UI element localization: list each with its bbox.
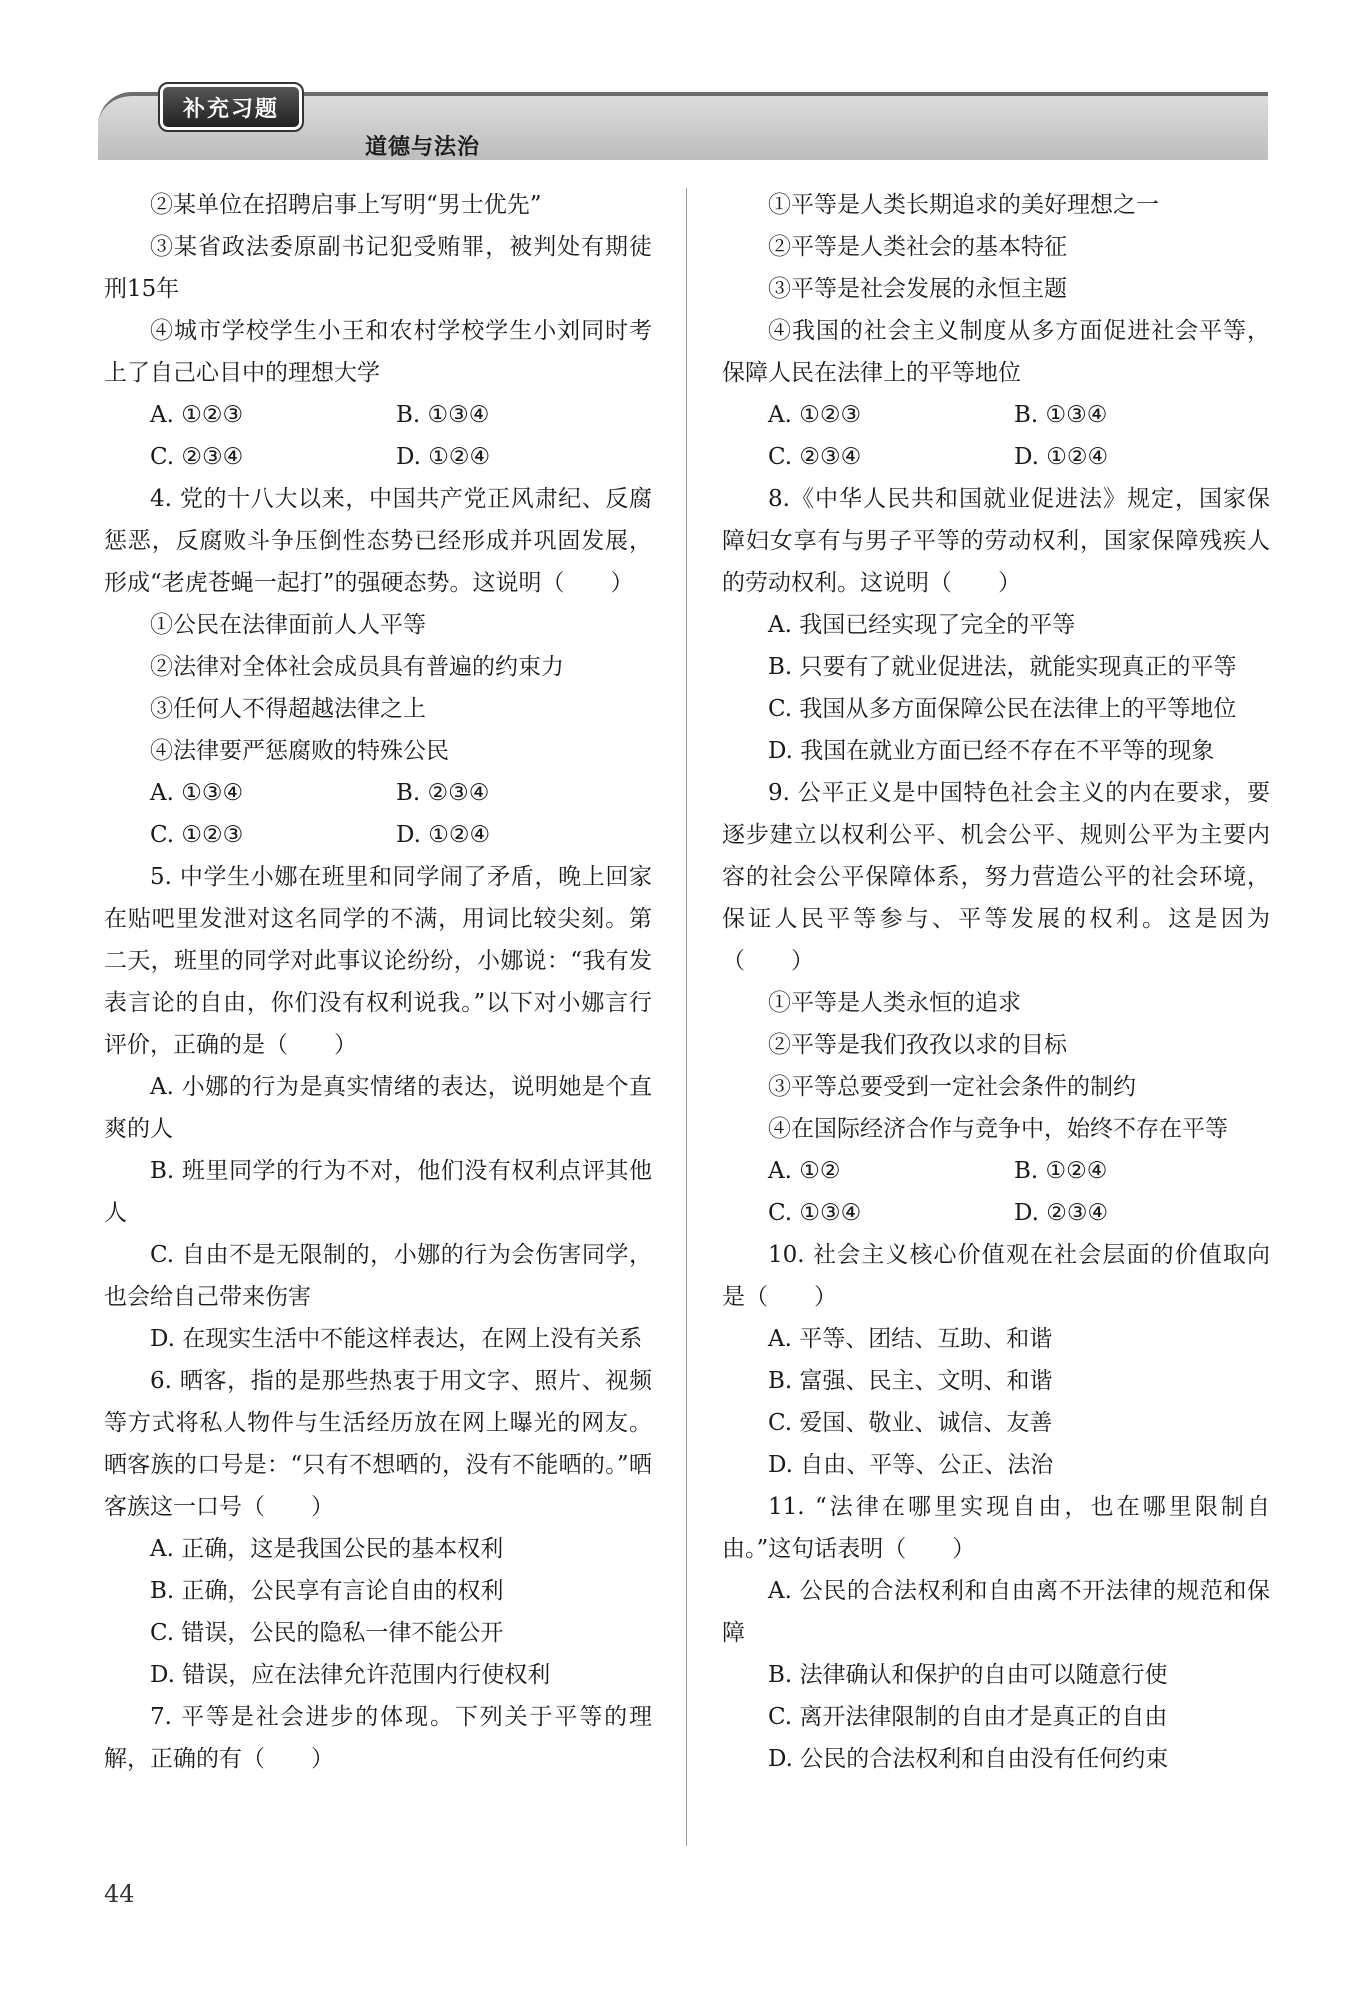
- options-row: [104, 436, 652, 478]
- text-paragraph: D. 公民的合法权利和自由没有任何约束: [768, 1746, 1169, 1772]
- text-paragraph: C. 我国从多方面保障公民在法律上的平等地位: [768, 696, 1237, 722]
- text-paragraph: 10. 社会主义核心价值观在社会层面的价值取向是（ ）: [722, 1242, 1270, 1310]
- text-paragraph: A. 小娜的行为是真实情绪的表达，说明她是个直爽的人: [104, 1074, 652, 1142]
- text-paragraph: ①公民在法律面前人人平等: [150, 612, 426, 638]
- options-row: [104, 772, 652, 814]
- text-paragraph: 11. “法律在哪里实现自由，也在哪里限制自由。”这句话表明（ ）: [722, 1494, 1270, 1562]
- option-text: D. ①②④: [1014, 444, 1109, 470]
- text-paragraph: ①平等是人类永恒的追求: [768, 990, 1021, 1016]
- text-paragraph: ①平等是人类长期追求的美好理想之一: [768, 192, 1159, 218]
- option-text: C. ②③④: [768, 444, 862, 470]
- text-paragraph: B. 只要有了就业促进法，就能实现真正的平等: [768, 654, 1237, 680]
- text-paragraph: B. 正确，公民享有言论自由的权利: [150, 1578, 504, 1604]
- text-paragraph: ④在国际经济合作与竞争中，始终不存在平等: [768, 1116, 1228, 1142]
- text-paragraph: B. 法律确认和保护的自由可以随意行使: [768, 1662, 1168, 1688]
- text-paragraph: ②平等是我们孜孜以求的目标: [768, 1032, 1067, 1058]
- options-row: [104, 814, 652, 856]
- options-row: [722, 1192, 1270, 1234]
- text-paragraph: B. 班里同学的行为不对，他们没有权利点评其他人: [104, 1158, 652, 1226]
- text-paragraph: A. 正确，这是我国公民的基本权利: [150, 1536, 504, 1562]
- page-number: 44: [104, 1880, 135, 1908]
- subject-title: 道德与法治: [365, 135, 481, 160]
- text-paragraph: D. 错误，应在法律允许范围内行使权利: [150, 1662, 551, 1688]
- option-text: B. ②③④: [396, 780, 490, 806]
- text-paragraph: ②法律对全体社会成员具有普遍的约束力: [150, 654, 564, 680]
- text-paragraph: C. 自由不是无限制的，小娜的行为会伤害同学，也会给自己带来伤害: [104, 1242, 652, 1310]
- option-text: A. ①②③: [150, 402, 244, 428]
- options-row: [722, 436, 1270, 478]
- text-paragraph: ③平等是社会发展的永恒主题: [768, 276, 1067, 302]
- text-paragraph: ④我国的社会主义制度从多方面促进社会平等，保障人民在法律上的平等地位: [722, 318, 1270, 386]
- column-divider: [686, 188, 687, 1846]
- text-paragraph: ③某省政法委原副书记犯受贿罪，被判处有期徒刑15年: [104, 234, 652, 302]
- text-paragraph: ②平等是人类社会的基本特征: [768, 234, 1067, 260]
- text-paragraph: A. 平等、团结、互助、和谐: [768, 1326, 1053, 1352]
- option-text: A. ①②: [768, 1158, 841, 1184]
- text-paragraph: C. 离开法律限制的自由才是真正的自由: [768, 1704, 1168, 1730]
- text-paragraph: 4. 党的十八大以来，中国共产党正风肃纪、反腐惩恶，反腐败斗争压倒性态势已经形成并巩固发展，形成“老虎苍蝇一起打”的强硬态势。这说明（ ）: [104, 486, 652, 596]
- option-text: B. ①③④: [1014, 402, 1108, 428]
- text-paragraph: A. 我国已经实现了完全的平等: [768, 612, 1076, 638]
- options-row: [722, 1150, 1270, 1192]
- text-paragraph: C. 错误，公民的隐私一律不能公开: [150, 1620, 504, 1646]
- section-tab: 补充习题: [160, 84, 302, 130]
- option-text: C. ②③④: [150, 444, 244, 470]
- right-column: [722, 184, 1270, 1780]
- option-text: B. ①②④: [1014, 1158, 1108, 1184]
- left-column: [104, 184, 652, 1780]
- text-paragraph: C. 爱国、敬业、诚信、友善: [768, 1410, 1053, 1436]
- option-text: C. ①②③: [150, 822, 244, 848]
- text-paragraph: D. 自由、平等、公正、法治: [768, 1452, 1054, 1478]
- options-row: [104, 394, 652, 436]
- text-paragraph: ④城市学校学生小王和农村学校学生小刘同时考上了自己心目中的理想大学: [104, 318, 652, 386]
- text-paragraph: 5. 中学生小娜在班里和同学闹了矛盾，晚上回家在贴吧里发泄对这名同学的不满，用词比较尖刻。第二天，班里的同学对此事议论纷纷，小娜说：“我有发表言论的自由，你们没有权利说我。”以下对小娜言行评价，正确的是（ ）: [104, 864, 652, 1058]
- text-paragraph: D. 我国在就业方面已经不存在不平等的现象: [768, 738, 1215, 764]
- options-row: [722, 394, 1270, 436]
- text-paragraph: ③平等总要受到一定社会条件的制约: [768, 1074, 1136, 1100]
- option-text: D. ①②④: [396, 822, 491, 848]
- text-paragraph: 6. 晒客，指的是那些热衷于用文字、照片、视频等方式将私人物件与生活经历放在网上曝光的网友。晒客族的口号是：“只有不想晒的，没有不能晒的。”晒客族这一口号（ ）: [104, 1368, 652, 1520]
- option-text: A. ①②③: [768, 402, 862, 428]
- text-paragraph: ③任何人不得超越法律之上: [150, 696, 426, 722]
- option-text: C. ①③④: [768, 1200, 862, 1226]
- option-text: B. ①③④: [396, 402, 490, 428]
- text-paragraph: B. 富强、民主、文明、和谐: [768, 1368, 1053, 1394]
- text-paragraph: A. 公民的合法权利和自由离不开法律的规范和保障: [722, 1578, 1270, 1646]
- text-paragraph: ②某单位在招聘启事上写明“男士优先”: [150, 192, 542, 218]
- text-paragraph: ④法律要严惩腐败的特殊公民: [150, 738, 449, 764]
- option-text: A. ①③④: [150, 780, 244, 806]
- text-paragraph: 8.《中华人民共和国就业促进法》规定，国家保障妇女享有与男子平等的劳动权利，国家保障残疾人的劳动权利。这说明（ ）: [722, 486, 1270, 596]
- text-paragraph: D. 在现实生活中不能这样表达，在网上没有关系: [150, 1326, 643, 1352]
- option-text: D. ①②④: [396, 444, 491, 470]
- option-text: D. ②③④: [1014, 1200, 1109, 1226]
- text-paragraph: 9. 公平正义是中国特色社会主义的内在要求，要逐步建立以权利公平、机会公平、规则公平为主要内容的社会公平保障体系，努力营造公平的社会环境，保证人民平等参与、平等发展的权利。这是因为（ ）: [722, 780, 1270, 974]
- text-paragraph: 7. 平等是社会进步的体现。下列关于平等的理解，正确的有（ ）: [104, 1704, 652, 1772]
